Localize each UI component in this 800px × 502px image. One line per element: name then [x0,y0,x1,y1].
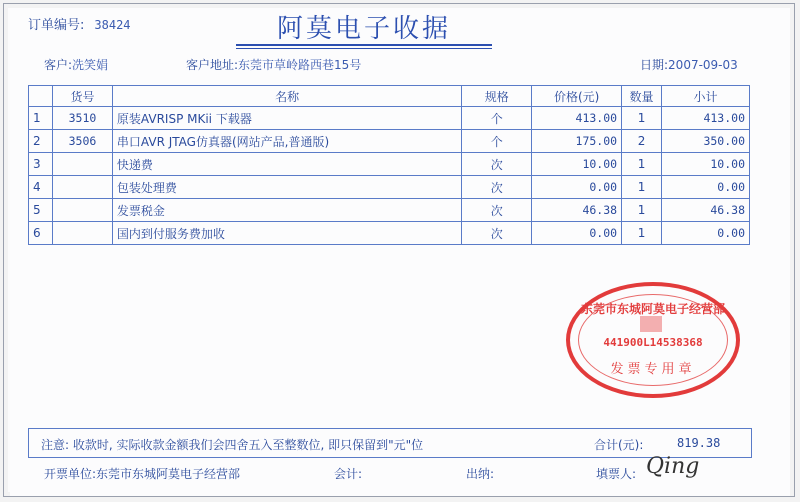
row-price: 0.00 [532,222,622,245]
address-label: 客户地址: [186,58,239,72]
row-unit: 个 [462,130,532,153]
customer-label: 客户: [44,58,73,72]
row-subtotal: 0.00 [662,222,750,245]
row-qty: 1 [622,199,662,222]
seal-emblem [640,316,662,332]
row-name: 串口AVR JTAG仿真器(网站产品,普通版) [112,130,461,153]
rounding-note: 注意: 收款时, 实际收款金额我们会四舍五入至整数位, 即只保留到"元"位 [41,438,424,452]
row-subtotal: 350.00 [662,130,750,153]
table-row [29,199,750,222]
row-subtotal: 10.00 [662,153,750,176]
issuer-value: 东莞市东城阿莫电子经营部 [96,467,241,481]
row-qty: 1 [622,176,662,199]
col-unit: 规格 [462,86,532,107]
col-qty: 数量 [622,86,662,107]
row-sku: 3510 [52,107,112,130]
total-value: 819.38 [677,436,721,450]
table-row [29,176,750,199]
col-index [29,86,53,107]
row-name: 快递费 [112,153,461,176]
receipt-date [640,56,738,73]
row-index: 5 [29,199,53,222]
issuer-label: 开票单位: [44,467,97,481]
row-index: 6 [29,222,53,245]
row-qty: 1 [622,107,662,130]
table-row [29,222,750,245]
date-label: 日期: [640,58,669,72]
row-qty: 1 [622,153,662,176]
row-index: 2 [29,130,53,153]
row-price: 0.00 [532,176,622,199]
date-value: 2007-09-03 [668,58,738,72]
seal-company: 东莞市东城阿莫电子经营部 [580,302,725,316]
row-index: 4 [29,176,53,199]
order-number-label: 订单编号: [28,18,85,33]
issuer [44,465,240,482]
row-sku [52,222,112,245]
row-unit: 次 [462,222,532,245]
row-price: 46.38 [532,199,622,222]
row-price: 10.00 [532,153,622,176]
row-subtotal: 413.00 [662,107,750,130]
row-sku [52,176,112,199]
row-sku [52,199,112,222]
order-number-value: 38424 [94,18,131,32]
preparer-label: 填票人: [596,467,637,481]
customer [44,56,108,73]
col-sku: 货号 [52,86,112,107]
table-row [29,153,750,176]
preparer-signature: Qing [646,454,700,479]
seal-number: 441900L14538368 [603,336,703,349]
col-price: 价格(元) [532,86,622,107]
row-name: 包装处理费 [112,176,461,199]
row-index: 1 [29,107,53,130]
row-unit: 次 [462,153,532,176]
total-box [28,428,752,458]
row-name: 发票税金 [112,199,461,222]
items-table [28,85,750,245]
row-unit: 次 [462,176,532,199]
table-row [29,107,750,130]
row-price: 413.00 [532,107,622,130]
row-qty: 1 [622,222,662,245]
row-unit: 次 [462,199,532,222]
col-subtotal: 小计 [662,86,750,107]
receipt-paper [10,8,790,496]
row-subtotal: 46.38 [662,199,750,222]
page-title: 阿莫电子收据 [276,14,451,44]
customer-address [186,56,361,73]
row-unit: 个 [462,107,532,130]
seal-purpose: 发票专用章 [610,362,696,377]
row-price: 175.00 [532,130,622,153]
row-index: 3 [29,153,53,176]
row-name: 国内到付服务费加收 [112,222,461,245]
customer-name: 冼笑娟 [72,58,109,72]
total-label: 合计(元): [594,438,644,452]
row-subtotal: 0.00 [662,176,750,199]
row-qty: 2 [622,130,662,153]
row-sku [52,153,112,176]
order-number [28,14,131,33]
table-header-row [29,86,750,107]
title-underline-thin [236,48,492,49]
table-row [29,130,750,153]
row-name: 原装AVRISP MKii 下载器 [112,107,461,130]
cashier-label: 出纳: [466,467,495,481]
col-name: 名称 [112,86,461,107]
row-sku: 3506 [52,130,112,153]
address-value: 东莞市草岭路西巷15号 [238,58,362,72]
invoice-seal [566,282,740,398]
accountant-label: 会计: [334,467,363,481]
title-underline [236,44,492,46]
